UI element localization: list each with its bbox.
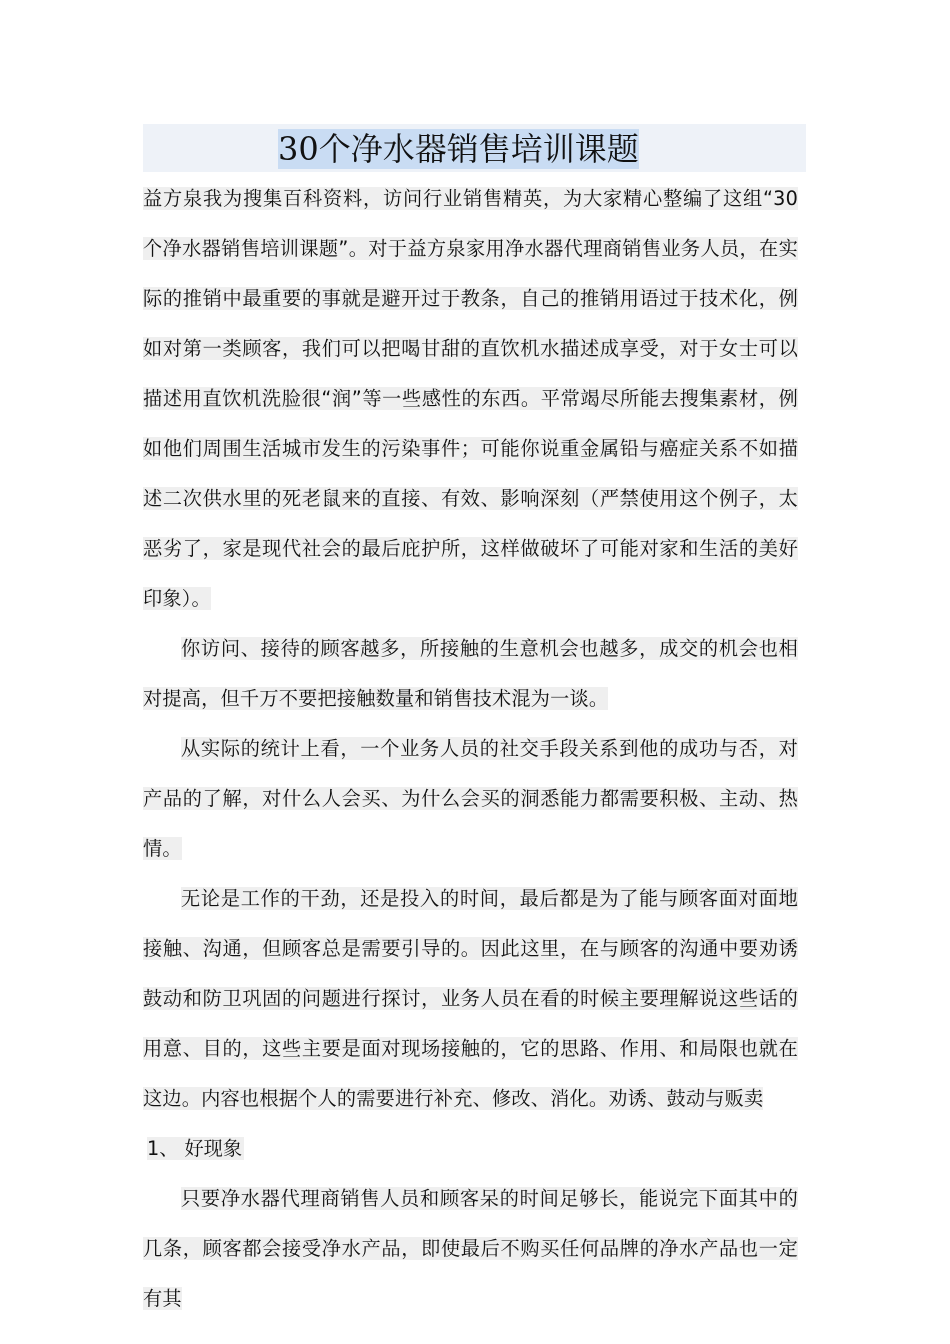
list-item-1-text: 1、 好现象 xyxy=(147,1137,243,1160)
paragraph-communication xyxy=(143,874,798,1124)
paragraph-customers-text: 你访问、接待的顾客越多，所接触的生意机会也越多，成交的机会也相对提高，但千万不要把接触数量和销售技术混为一谈。 xyxy=(143,637,798,710)
paragraph-intro-text: 益方泉我为搜集百科资料，访问行业销售精英，为大家精心整编了这组“30个净水器销售培训课题”。对于益方泉家用净水器代理商销售业务人员，在实际的推销中最重要的事就是避开过于教条，自己的推销用语过于技术化，例如对第一类顾客，我们可以把喝甘甜的直饮机水描述成享受，对于女士可以描述用直饮机洗脸很“润”等一些感性的东西。平常竭尽所能去搜集素材，例如他们周围生活城市发生的污染事件；可能你说重金属铅与癌症关系不如描述二次供水里的死老鼠来的直接、有效、影响深刻（严禁使用这个例子，太恶劣了，家是现代社会的最后庇护所，这样做破坏了可能对家和生活的美好印象）。 xyxy=(143,187,798,610)
paragraph-customers xyxy=(143,624,798,724)
list-item-1 xyxy=(143,1124,798,1174)
paragraph-communication-text: 无论是工作的干劲，还是投入的时间，最后都是为了能与顾客面对面地接触、沟通，但顾客总是需要引导的。因此这里，在与顾客的沟通中要劝诱鼓动和防卫巩固的问题进行探讨，业务人员在看的时候主要理解说这些话的用意、目的，这些主要是面对现场接触的，它的思路、作用、和局限也就在这边。内容也根据个人的需要进行补充、修改、消化。劝诱、鼓动与贩卖 xyxy=(143,887,798,1110)
paragraph-final-text: 只要净水器代理商销售人员和顾客呆的时间足够长，能说完下面其中的几条，顾客都会接受净水产品，即使最后不购买任何品牌的净水产品也一定有其 xyxy=(143,1187,798,1310)
document-title: 30个净水器销售培训课题 xyxy=(278,130,639,168)
paragraph-statistics xyxy=(143,724,798,874)
paragraph-final xyxy=(143,1174,798,1324)
paragraph-statistics-text: 从实际的统计上看，一个业务人员的社交手段关系到他的成功与否，对产品的了解，对什么人会买、为什么会买的洞悉能力都需要积极、主动、热情。 xyxy=(143,737,798,860)
document-body xyxy=(143,174,798,1324)
paragraph-intro xyxy=(143,174,798,624)
